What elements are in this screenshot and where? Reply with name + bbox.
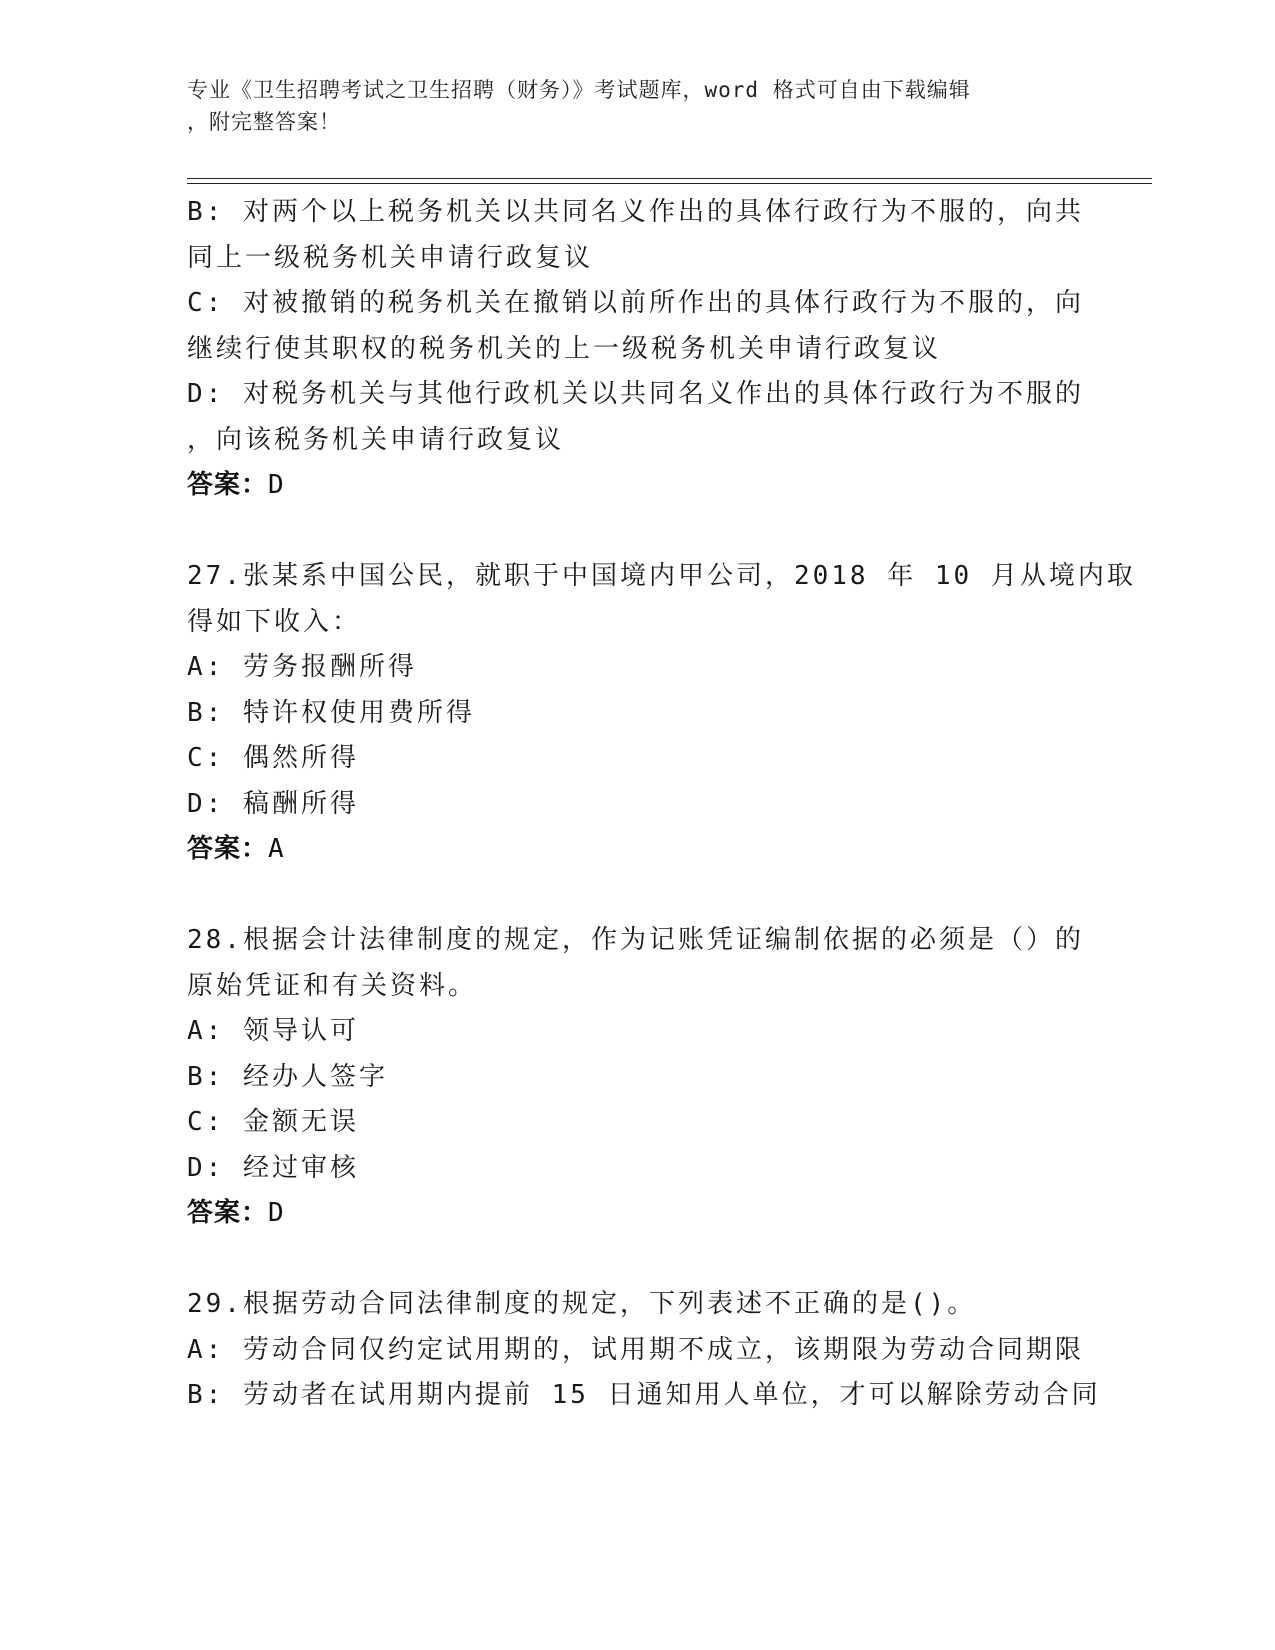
q27-option-b: B: 特许权使用费所得 [187, 697, 475, 728]
q28-answer [187, 1191, 1087, 1237]
q26-option-c-line-1: C: 对被撤销的税务机关在撤销以前所作出的具体行政行为不服的，向 [187, 288, 1084, 318]
q29-stem: 29.根据劳动合同法律制度的规定，下列表述不正确的是()。 [187, 1289, 977, 1319]
q27-option-d: D: 稿酬所得 [187, 788, 359, 819]
question-28 [187, 918, 1087, 1237]
header-rule-bottom [187, 183, 1152, 184]
q26-answer-value: D [268, 470, 285, 500]
q29-option-a: A: 劳动合同仅约定试用期的，试用期不成立，该期限为劳动合同期限 [187, 1334, 1084, 1365]
q28-answer-value: D [268, 1198, 285, 1228]
q26-option-d-line-2: ，向该税务机关申请行政复议 [187, 424, 565, 455]
q27-answer-label: 答案： [187, 834, 269, 864]
q28-option-c: C: 金额无误 [187, 1107, 359, 1137]
document-header [187, 74, 1067, 138]
q27-answer [187, 827, 1087, 873]
q28-answer-label: 答案： [187, 1198, 269, 1228]
q28-option-d: D: 经过审核 [187, 1152, 359, 1183]
q27-stem-line-2: 得如下收入： [187, 606, 362, 637]
q26-answer-label: 答案： [187, 470, 269, 500]
q26-option-d-line-1: D: 对税务机关与其他行政机关以共同名义作出的具体行政行为不服的 [187, 379, 1084, 409]
q28-option-a: A: 领导认可 [187, 1016, 359, 1046]
q28-stem-line-2: 原始凭证和有关资料。 [187, 970, 478, 1001]
q27-option-c: C: 偶然所得 [187, 743, 359, 773]
header-rule-top [187, 178, 1152, 179]
q26-option-b-line-1: B: 对两个以上税务机关以共同名义作出的具体行政行为不服的，向共 [187, 197, 1084, 227]
question-spacer [187, 1237, 1087, 1283]
question-spacer [187, 873, 1087, 919]
header-line-1: 专业《卫生招聘考试之卫生招聘（财务）》考试题库，word 格式可自由下载编辑 [187, 78, 971, 102]
question-26-options [187, 190, 1087, 509]
q29-option-b: B: 劳动者在试用期内提前 15 日通知用人单位，才可以解除劳动合同 [187, 1380, 1101, 1410]
q26-answer [187, 463, 1087, 509]
q27-option-a: A: 劳务报酬所得 [187, 652, 417, 682]
question-content [187, 190, 1136, 1419]
q26-option-c-line-2: 继续行使其职权的税务机关的上一级税务机关申请行政复议 [187, 333, 942, 364]
q26-option-b-line-2: 同上一级税务机关申请行政复议 [187, 242, 594, 273]
question-spacer [187, 509, 1087, 555]
header-line-2: ，附完整答案！ [187, 110, 341, 134]
question-29 [187, 1282, 1101, 1419]
question-27 [187, 554, 1136, 873]
q27-answer-value: A [268, 834, 285, 864]
q27-stem-line-1: 27.张某系中国公民，就职于中国境内甲公司，2018 年 10 月从境内取 [187, 561, 1136, 591]
q28-option-b: B: 经办人签字 [187, 1061, 388, 1092]
q28-stem-line-1: 28.根据会计法律制度的规定，作为记账凭证编制依据的必须是（）的 [187, 925, 1084, 955]
